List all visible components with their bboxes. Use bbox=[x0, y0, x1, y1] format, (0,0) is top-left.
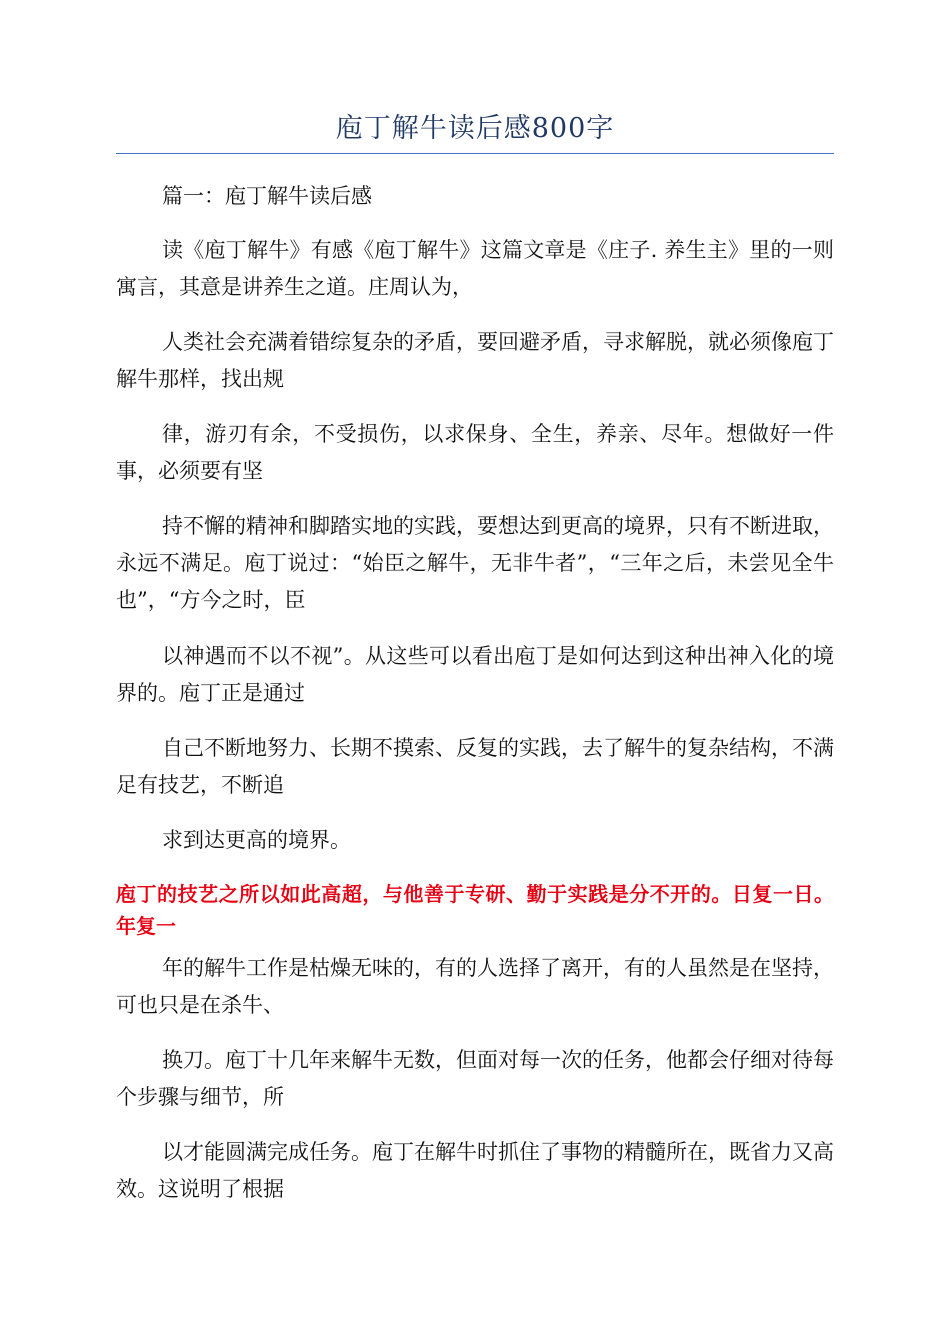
paragraph: 律，游刃有余，不受损伤，以求保身、全生，养亲、尽年。想做好一件事，必须要有坚 bbox=[116, 422, 834, 483]
title-underline bbox=[116, 153, 834, 154]
paragraph: 以神遇而不以不视”。从这些可以看出庖丁是如何达到这种出神入化的境界的。庖丁正是通过 bbox=[116, 644, 834, 705]
paragraph: 读《庖丁解牛》有感《庖丁解牛》这篇文章是《庄子. 养生主》里的一则寓言，其意是讲养生之道。庄周认为， bbox=[116, 238, 834, 299]
paragraph: 换刀。庖丁十几年来解牛无数，但面对每一次的任务，他都会仔细对待每个步骤与细节，所 bbox=[116, 1048, 834, 1109]
paragraph: 人类社会充满着错综复杂的矛盾，要回避矛盾，寻求解脱，就必须像庖丁解牛那样，找出规 bbox=[116, 330, 834, 391]
paragraph: 求到达更高的境界。 bbox=[162, 828, 351, 852]
paragraph: 以才能圆满完成任务。庖丁在解牛时抓住了事物的精髓所在，既省力又高效。这说明了根据 bbox=[116, 1140, 834, 1201]
paragraph: 自己不断地努力、长期不摸索、反复的实践，去了解牛的复杂结构，不满足有技艺，不断追 bbox=[116, 736, 834, 797]
page-title: 庖丁解牛读后感800字 bbox=[335, 113, 615, 144]
paragraph: 年的解牛工作是枯燥无味的，有的人选择了离开，有的人虽然是在坚持，可也只是在杀牛、 bbox=[116, 956, 834, 1017]
paragraph: 持不懈的精神和脚踏实地的实践，要想达到更高的境界，只有不断进取，永远不满足。庖丁说过：“始臣之解牛，无非牛者”，“三年之后，未尝见全牛也”，“方今之时，臣 bbox=[116, 514, 834, 612]
paragraph-heading: 篇一：庖丁解牛读后感 bbox=[162, 184, 372, 208]
highlighted-paragraph: 庖丁的技艺之所以如此高超，与他善于专研、勤于实践是分不开的。日复一日。年复一 bbox=[116, 882, 834, 938]
